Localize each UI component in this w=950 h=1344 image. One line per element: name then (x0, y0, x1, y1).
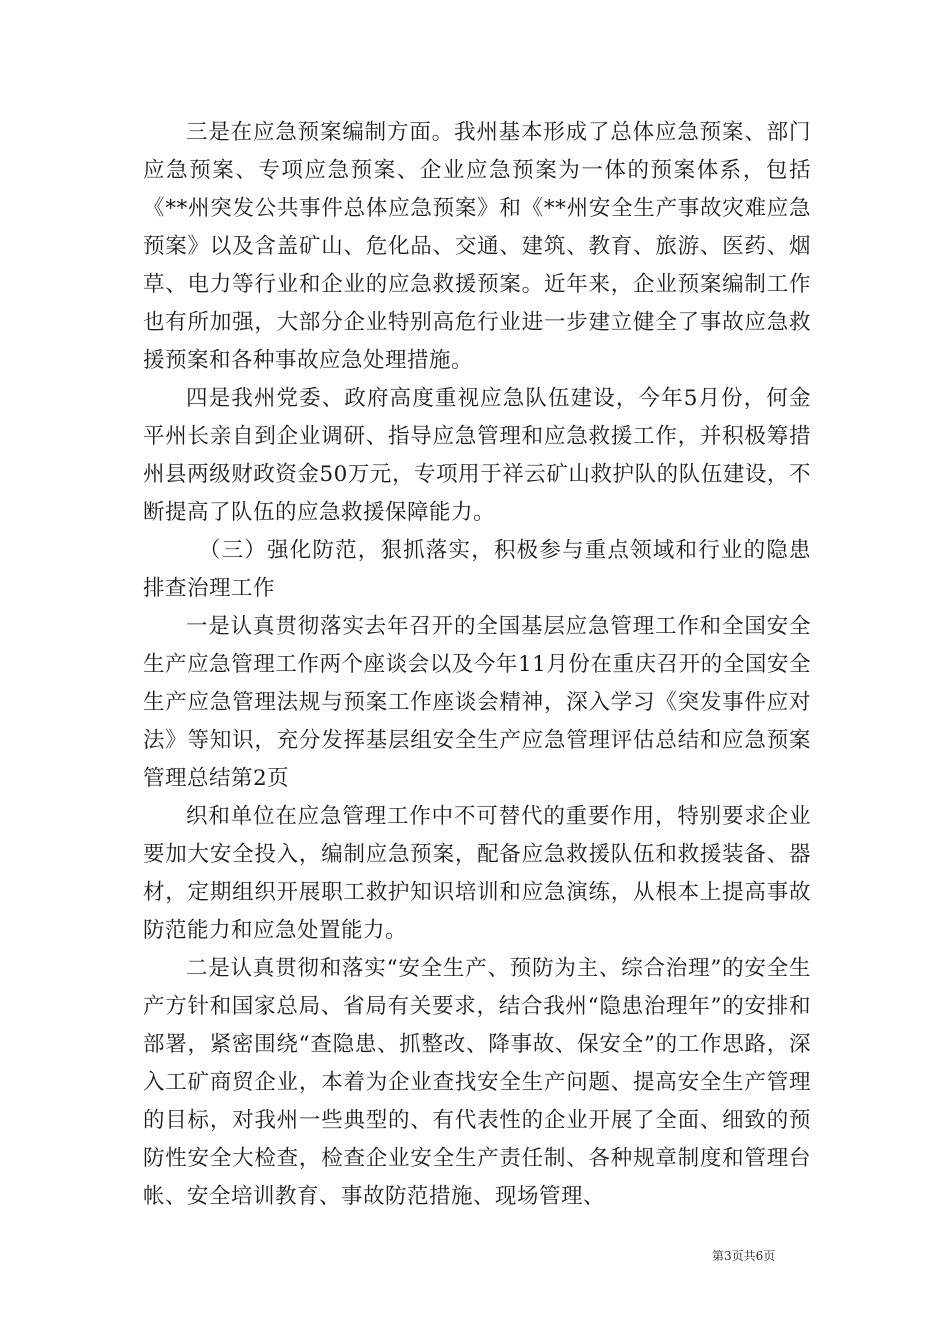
paragraph-implementation-one: 一是认真贯彻落实去年召开的全国基层应急管理工作和全国安全生产应急管理工作两个座谈会以及今年11月份在重庆召开的全国安全生产应急管理法规与预案工作座谈会精神，深入学习《突发事件应对法》等知识，充分发挥基层组安全生产应急管理评估总结和应急预案管理总结第2页 (143, 614, 811, 791)
paragraph-implementation-two: 二是认真贯彻和落实“安全生产、预防为主、综合治理”的安全生产方针和国家总局、省局有关要求，结合我州“隐患治理年”的安排和部署，紧密围绕“查隐患、抓整改、降事故、保安全”的工作思路，深入工矿商贸企业，本着为企业查找安全生产问题、提高安全生产管理的目标，对我州一些典型的、有代表性的企业开展了全面、细致的预防性安全大检查，检查企业安全生产责任制、各种规章制度和管理台帐、安全培训教育、事故防范措施、现场管理、 (143, 956, 811, 1209)
document-body (143, 114, 811, 1216)
paragraph-continued: 织和单位在应急管理工作中不可替代的重要作用，特别要求企业要加大安全投入，编制应急预案，配备应急救援队伍和救援装备、器材，定期组织开展职工救护知识培训和应急演练，从根本上提高事故防范能力和应急处置能力。 (143, 804, 811, 943)
paragraph-rescue-team: 四是我州党委、政府高度重视应急队伍建设，今年5月份，何金平州长亲自到企业调研、指导应急管理和应急救援工作，并积极筹措州县两级财政资金50万元，专项用于祥云矿山救护队的队伍建设，不断提高了队伍的应急救援保障能力。 (143, 386, 811, 525)
section-heading-hazard-inspection: （三）强化防范，狠抓落实，积极参与重点领域和行业的隐患排查治理工作 (143, 538, 811, 601)
page-number: 第3页共6页 (712, 1249, 776, 1263)
paragraph-emergency-plans: 三是在应急预案编制方面。我州基本形成了总体应急预案、部门应急预案、专项应急预案、企业应急预案为一体的预案体系，包括《**州突发公共事件总体应急预案》和《**州安全生产事故灾难应急预案》以及含盖矿山、危化品、交通、建筑、教育、旅游、医药、烟草、电力等行业和企业的应急救援预案。近年来，企业预案编制工作也有所加强，大部分企业特别高危行业进一步建立健全了事故应急救援预案和各种事故应急处理措施。 (143, 120, 811, 373)
